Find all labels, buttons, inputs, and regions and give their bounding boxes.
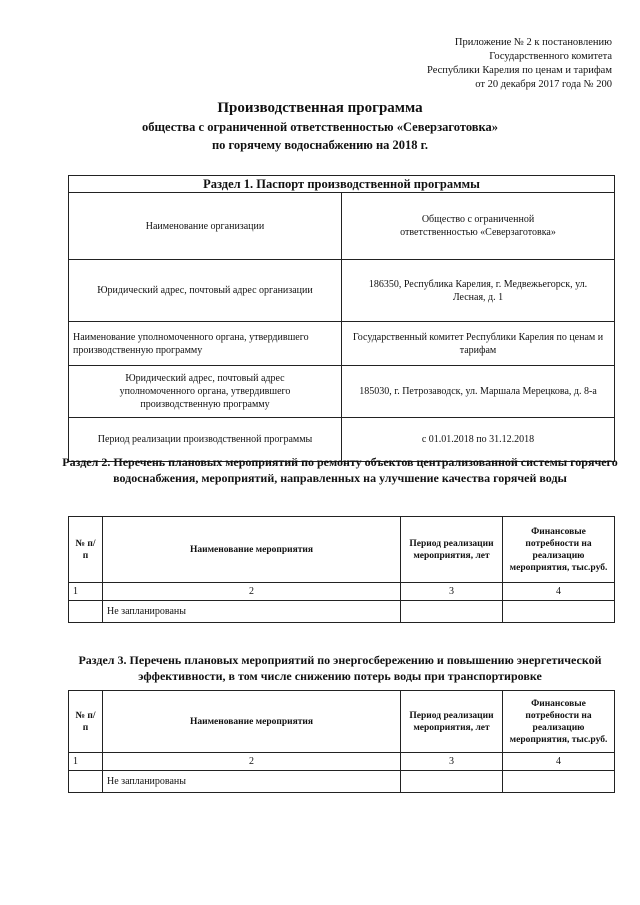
empty-cell <box>503 601 615 623</box>
passport-table <box>68 175 615 462</box>
section2-title: Раздел 2. Перечень плановых мероприятий по ремонту объектов централизованной системы горячего водоснабжения, мероприятий, направленных на улучшение качества горячей воды <box>62 455 618 485</box>
appendix-line: Государственного комитета <box>489 51 612 62</box>
not-planned-text: Не запланированы <box>103 601 401 623</box>
index-cell: 4 <box>503 753 615 771</box>
page-title: Производственная программа <box>217 100 423 116</box>
header-period: Период реализации мероприятия, лет <box>401 691 503 753</box>
header-num: № п/п <box>69 517 103 583</box>
passport-label: Юридический адрес, почтовый адрес организации <box>69 260 342 322</box>
document-title <box>0 98 640 154</box>
appendix-line: Республики Карелия по ценам и тарифам <box>427 65 612 76</box>
header-finance: Финансовые потребности на реализацию мероприятия, тыс.руб. <box>503 517 615 583</box>
index-cell: 1 <box>69 753 103 771</box>
index-cell: 2 <box>103 583 401 601</box>
header-period: Период реализации мероприятия, лет <box>401 517 503 583</box>
passport-value: Государственный комитет Республики Карелия по ценам и тарифам <box>342 322 615 366</box>
appendix-line: Приложение № 2 к постановлению <box>454 37 612 48</box>
subtitle-service: по горячему водоснабжению на 2018 г. <box>211 138 429 152</box>
appendix-note <box>372 36 612 92</box>
empty-cell <box>69 771 103 793</box>
section2-table <box>68 516 615 623</box>
index-cell: 3 <box>401 583 503 601</box>
section3-title: Раздел 3. Перечень плановых мероприятий по энергосбережению и повышению энергетической эффективности, в том числе снижению потерь воды при транспортировке <box>78 653 602 683</box>
section3-table <box>68 690 615 793</box>
header-name: Наименование мероприятия <box>103 517 401 583</box>
appendix-line: от 20 декабря 2017 года № 200 <box>475 79 612 90</box>
header-name: Наименование мероприятия <box>103 691 401 753</box>
subtitle-organization: общества с ограниченной ответственностью «Северзаготовка» <box>141 120 499 134</box>
header-finance: Финансовые потребности на реализацию мероприятия, тыс.руб. <box>503 691 615 753</box>
passport-value: Общество с ограниченной ответственностью «Северзаготовка» <box>342 193 615 260</box>
empty-cell <box>401 601 503 623</box>
index-cell: 1 <box>69 583 103 601</box>
passport-label: Наименование организации <box>69 193 342 260</box>
not-planned-text: Не запланированы <box>103 771 401 793</box>
passport-value: с 01.01.2018 по 31.12.2018 <box>342 418 615 462</box>
passport-value: 185030, г. Петрозаводск, ул. Маршала Мерецкова, д. 8-а <box>342 366 615 418</box>
index-cell: 2 <box>103 753 401 771</box>
passport-header: Раздел 1. Паспорт производственной программы <box>69 176 615 193</box>
passport-label: Наименование уполномоченного органа, утвердившего производственную программу <box>69 322 342 366</box>
empty-cell <box>69 601 103 623</box>
empty-cell <box>503 771 615 793</box>
passport-label: Юридический адрес, почтовый адрес уполномоченного органа, утвердившего производственную программу <box>69 366 342 418</box>
index-cell: 4 <box>503 583 615 601</box>
index-cell: 3 <box>401 753 503 771</box>
passport-label: Период реализации производственной программы <box>69 418 342 462</box>
passport-value: 186350, Республика Карелия, г. Медвежьегорск, ул. Лесная, д. 1 <box>342 260 615 322</box>
header-num: № п/п <box>69 691 103 753</box>
empty-cell <box>401 771 503 793</box>
